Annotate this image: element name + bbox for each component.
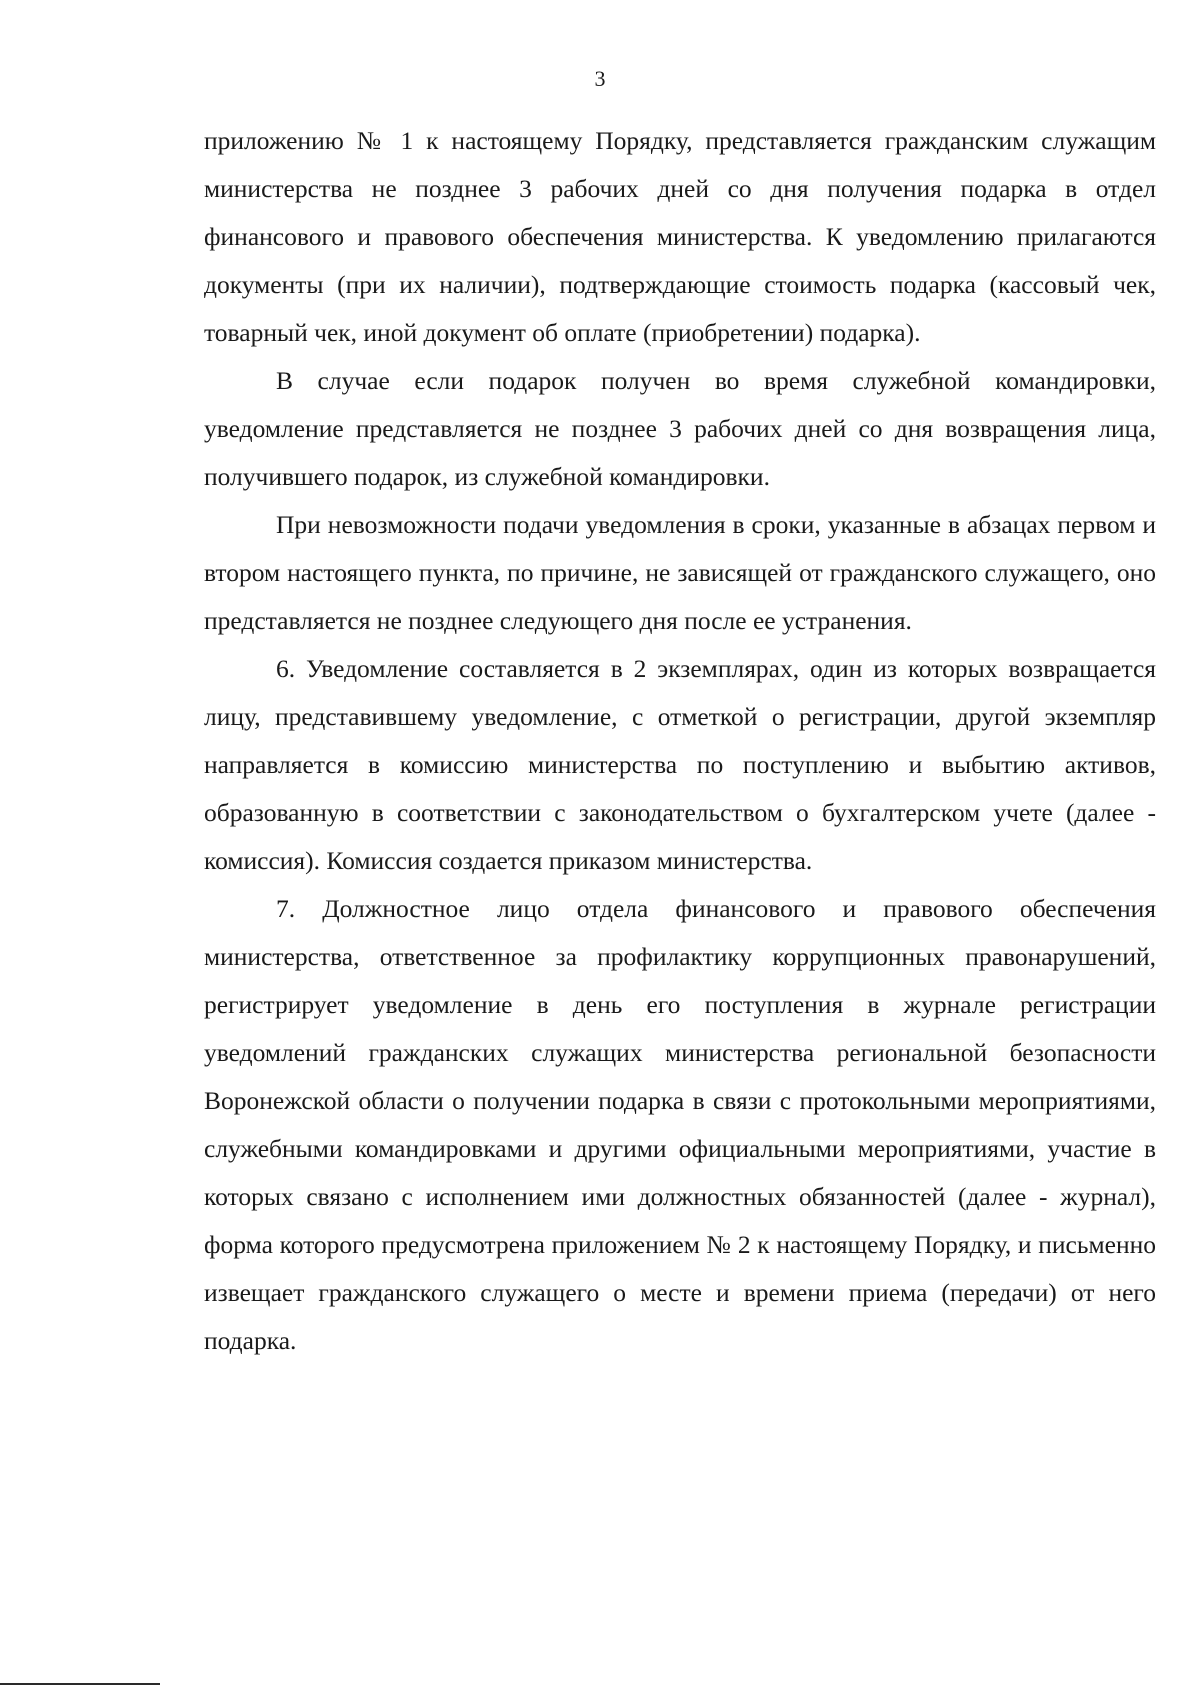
paragraph-item-7: 7. Должностное лицо отдела финансового и правового обеспечения министерства, ответственное за профилактику коррупционных правонарушений, регистрирует уведомление в день его поступления в журнале регистрации уведомлений гражданских служащих министерства региональной безопасности Воронежской области о получении подарка в связи с протокольными мероприятиями, служебными командировками и другими официальными мероприятиями, участие в которых связано с исполнением ими должностных обязанностей (далее - журнал), форма которого предусмотрена приложением № 2 к настоящему Порядку, и письменно извещает гражданского служащего о месте и времени приема (передачи) от него подарка.	[204, 894, 1156, 1355]
document-body	[204, 117, 1156, 1365]
paragraph-continuation: приложению № 1 к настоящему Порядку, представляется гражданским служащим министерства не позднее 3 рабочих дней со дня получения подарка в отдел финансового и правового обеспечения министерства. К уведомлению прилагаются документы (при их наличии), подтверждающие стоимость подарка (кассовый чек, товарный чек, иной документ об оплате (приобретении) подарка).	[204, 126, 1156, 347]
page-number: 3	[594, 66, 606, 91]
paragraph-business-trip: В случае если подарок получен во время служебной командировки, уведомление представляется не позднее 3 рабочих дней со дня возвращения лица, получившего подарок, из служебной командировки.	[204, 366, 1156, 491]
paragraph-impossibility: При невозможности подачи уведомления в сроки, указанные в абзацах первом и втором настоящего пункта, по причине, не зависящей от гражданского служащего, оно представляется не позднее следующего дня после ее устранения.	[204, 510, 1156, 635]
scan-edge-mark	[0, 1683, 160, 1685]
paragraph-item-6: 6. Уведомление составляется в 2 экземплярах, один из которых возвращается лицу, представившему уведомление, с отметкой о регистрации, другой экземпляр направляется в комиссию министерства по поступлению и выбытию активов, образованную в соответствии с законодательством о бухгалтерском учете (далее - комиссия). Комиссия создается приказом министерства.	[204, 654, 1156, 875]
